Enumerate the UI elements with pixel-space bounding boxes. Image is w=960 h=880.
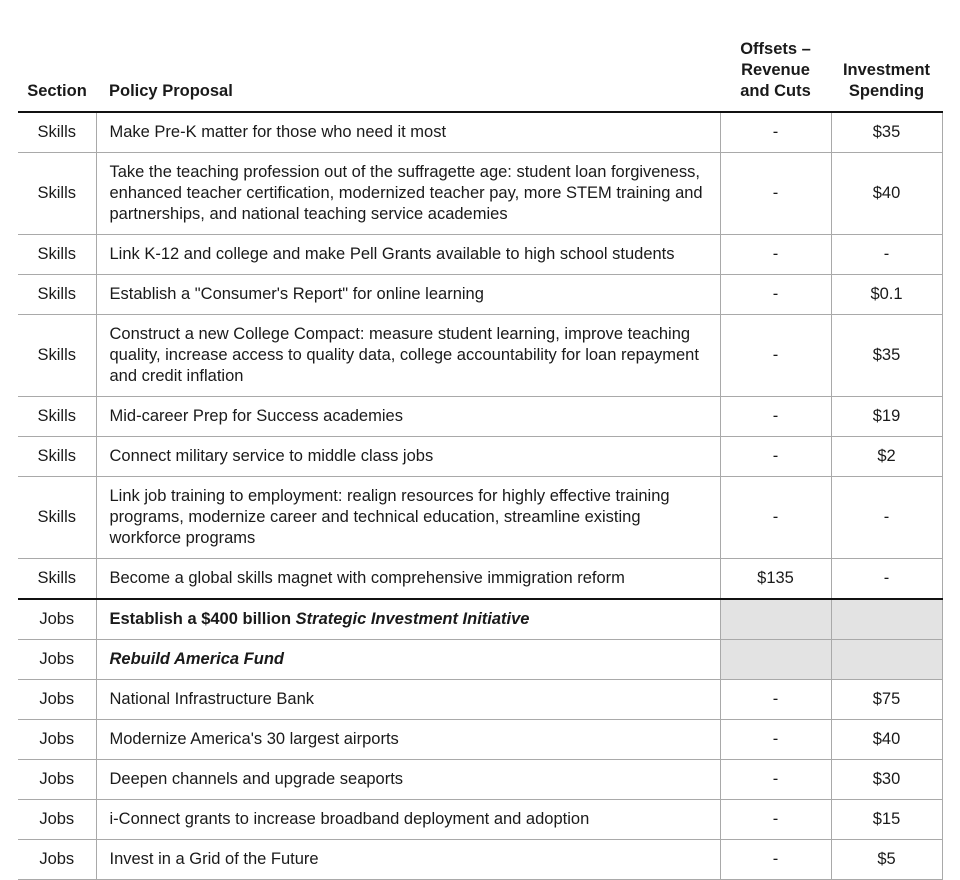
cell-section: Jobs [18,640,96,680]
header-row [18,36,942,112]
cell-investment: $2 [831,437,942,477]
header-offsets-line1: Offsets – [740,40,811,58]
cell-policy: Link K-12 and college and make Pell Grants available to high school students [96,235,720,275]
cell-investment: $40 [831,720,942,760]
cell-section: Skills [18,315,96,397]
cell-section: Jobs [18,800,96,840]
table-row [18,680,942,720]
table-row [18,315,942,397]
cell-offsets: - [720,437,831,477]
cell-section: Skills [18,112,96,153]
cell-investment-shaded [831,640,942,680]
cell-policy: Mid-career Prep for Success academies [96,397,720,437]
table-header [18,36,942,112]
cell-section: Skills [18,437,96,477]
cell-offsets: - [720,680,831,720]
cell-investment: - [831,559,942,600]
table-row-subheading [18,640,942,680]
table-row [18,437,942,477]
cell-offsets: - [720,112,831,153]
header-investment-line2: Spending [848,82,925,100]
cell-section: Skills [18,477,96,559]
cell-investment-shaded [831,599,942,640]
cell-policy: Invest in a Grid of the Future [96,840,720,880]
cell-offsets: - [720,800,831,840]
cell-policy: Establish a "Consumer's Report" for online learning [96,275,720,315]
cell-policy-subheading: Rebuild America Fund [96,640,720,680]
cell-investment: $19 [831,397,942,437]
cell-policy-heading [96,599,720,640]
heading-emphasis: Strategic Investment Initiative [295,610,530,628]
cell-investment: - [831,477,942,559]
cell-investment: $0.1 [831,275,942,315]
cell-offsets: - [720,840,831,880]
cell-section: Jobs [18,760,96,800]
cell-investment: $40 [831,153,942,235]
cell-investment: $35 [831,112,942,153]
cell-policy: Make Pre-K matter for those who need it most [96,112,720,153]
cell-investment: $5 [831,840,942,880]
header-offsets-line3: and Cuts [740,82,811,100]
header-section: Section [18,36,96,112]
cell-policy: i-Connect grants to increase broadband deployment and adoption [96,800,720,840]
cell-policy: Connect military service to middle class jobs [96,437,720,477]
table-row [18,112,942,153]
table-row [18,397,942,437]
policy-proposal-table [18,36,943,880]
header-investment-line1: Investment [842,61,931,79]
table-row [18,760,942,800]
table-row [18,153,942,235]
cell-policy: Deepen channels and upgrade seaports [96,760,720,800]
cell-policy: Link job training to employment: realign resources for highly effective training programs, modernize career and technical education, streamline existing workforce programs [96,477,720,559]
cell-investment: $35 [831,315,942,397]
cell-offsets: - [720,275,831,315]
cell-policy: Take the teaching profession out of the suffragette age: student loan forgiveness, enhanced teacher certification, modernized teacher pay, more STEM training and partnerships, and national teaching service academies [96,153,720,235]
table-row [18,720,942,760]
cell-policy: Construct a new College Compact: measure student learning, improve teaching quality, increase access to quality data, college accountability for loan repayment and credit inflation [96,315,720,397]
cell-policy: Modernize America's 30 largest airports [96,720,720,760]
cell-offsets: - [720,760,831,800]
table-row [18,840,942,880]
cell-investment: $30 [831,760,942,800]
heading-prefix: Establish a $400 billion [109,610,296,628]
cell-offsets: - [720,477,831,559]
header-offsets-line2: Revenue [741,61,810,79]
cell-section: Jobs [18,840,96,880]
cell-policy: Become a global skills magnet with comprehensive immigration reform [96,559,720,600]
cell-section: Skills [18,275,96,315]
cell-section: Skills [18,235,96,275]
cell-investment: $15 [831,800,942,840]
header-investment [831,36,942,112]
cell-section: Jobs [18,599,96,640]
cell-offsets: $135 [720,559,831,600]
cell-section: Skills [18,559,96,600]
table-row [18,800,942,840]
cell-section: Jobs [18,680,96,720]
cell-offsets: - [720,235,831,275]
cell-offsets: - [720,153,831,235]
cell-investment: $75 [831,680,942,720]
cell-offsets-shaded [720,599,831,640]
cell-section: Skills [18,153,96,235]
cell-section: Jobs [18,720,96,760]
table-row-heading [18,599,942,640]
table-row [18,559,942,600]
table-row [18,235,942,275]
cell-policy: National Infrastructure Bank [96,680,720,720]
table-body [18,112,942,880]
header-policy-proposal: Policy Proposal [96,36,720,112]
cell-offsets-shaded [720,640,831,680]
header-offsets [720,36,831,112]
cell-investment: - [831,235,942,275]
cell-offsets: - [720,720,831,760]
cell-offsets: - [720,315,831,397]
table-row [18,477,942,559]
cell-section: Skills [18,397,96,437]
cell-offsets: - [720,397,831,437]
table-row [18,275,942,315]
